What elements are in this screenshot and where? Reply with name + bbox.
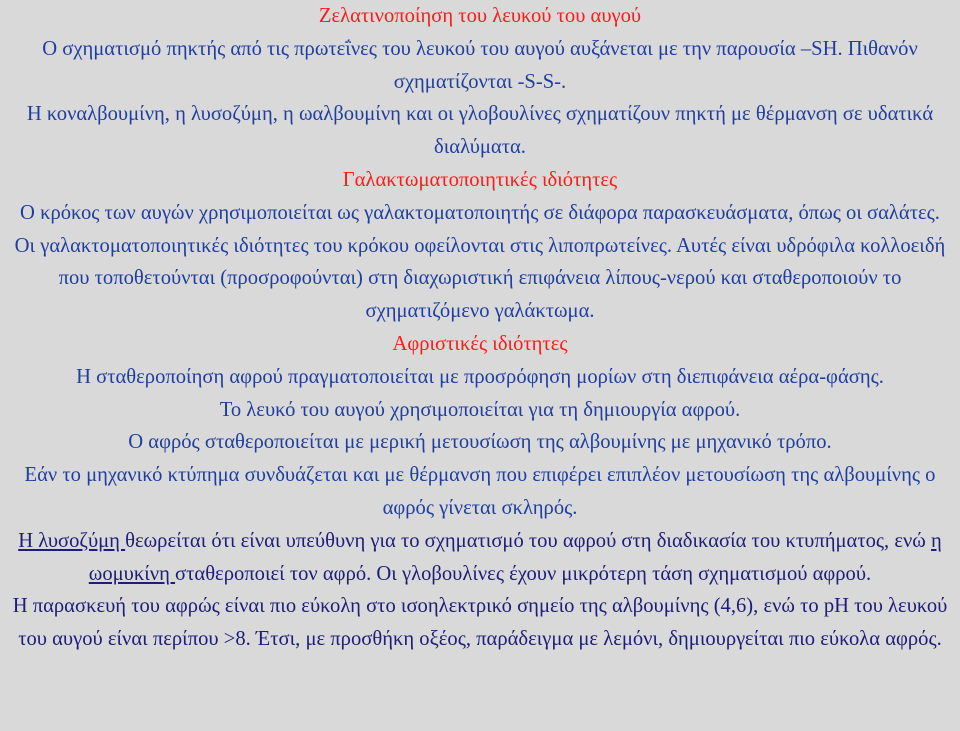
lysozyme-link[interactable]: Η λυσοζύμη <box>18 529 126 552</box>
ovomucin-text: σταθεροποιεί τον αφρό. Οι γλοβουλίνες έχουν μικρότερη τάση σχηματισμού αφρού. <box>175 562 872 585</box>
heading-emulsifying: Γαλακτωματοποιητικές ιδιότητες <box>342 168 618 191</box>
paragraph-emulsifying: Ο κρόκος των αυγών χρησιμοποιείται ως γαλακτοματοποιητής σε διάφορα παρασκευάσματα, όπως οι σαλάτες. Οι γαλακτοματοποιητικές ιδιότητες του κρόκου οφείλονται στις λιποπρωτείνες. Αυτές είναι υδρόφιλα κολλοειδή που τοποθετούνται (προσροφούνται) στη διαχωριστική επιφάνεια λίπους-νερού και σταθεροποιούν το σχηματιζόμενο γαλάκτωμα. <box>14 201 946 323</box>
heading-gelatinization: Ζελατινοποίηση του λευκού του αυγού <box>318 5 642 27</box>
paragraph-gel-proteins: Η κοναλβουμίνη, η λυσοζύμη, η ωαλβουμίνη και οι γλοβουλίνες σχηματίζουν πηκτή με θέρμανση σε υδατικά διαλύματα. <box>26 103 934 159</box>
paragraph-foam-denaturation: Ο αφρός σταθεροποιείται με μερική μετουσίωση της αλβουμίνης με μηχανικό τρόπο. <box>128 431 832 454</box>
paragraph-foam-egg-white: Το λευκό του αυγού χρησιμοποιείται για τη δημιουργία αφρού. <box>219 398 741 421</box>
paragraph-foam-ph: Η παρασκευή του αφρώς είναι πιο εύκολη στο ισοηλεκτρικό σημείο της αλβουμίνης (4,6), ενώ το pH του λευκού του αυγού είναι περίπου >8. Έτσι, με προσθήκη οξέος, παράδειγμα με λεμόνι, δημιουργείται πιο εύκολα αφρός. <box>12 595 948 651</box>
paragraph-foam-lysozyme <box>10 525 950 591</box>
paragraph-foam-stabilization: Η σταθεροποίηση αφρού πραγματοποιείται με προσρόφηση μορίων στη διεπιφάνεια αέρα-φάσης. <box>76 365 884 388</box>
lysozyme-text: θεωρείται ότι είναι υπεύθυνη για το σχηματισμό του αφρού στη διαδικασία του κτυπήματος, ενώ <box>125 529 932 552</box>
heading-foaming: Αφριστικές ιδιότητες <box>392 332 568 355</box>
ovomucin-link[interactable]: η ωομυκίνη <box>88 529 942 585</box>
paragraph-gel-formation: Ο σχηματισμό πηκτής από τις πρωτεΐνες του λευκού του αυγού αυξάνεται με την παρουσία –SH. Πιθανόν σχηματίζονται -S-S-. <box>42 37 918 93</box>
paragraph-foam-heating: Εάν το μηχανικό κτύπημα συνδυάζεται και με θέρμανση που επιφέρει επιπλέον μετουσίωση της αλβουμίνης ο αφρός γίνεται σκληρός. <box>24 464 936 519</box>
